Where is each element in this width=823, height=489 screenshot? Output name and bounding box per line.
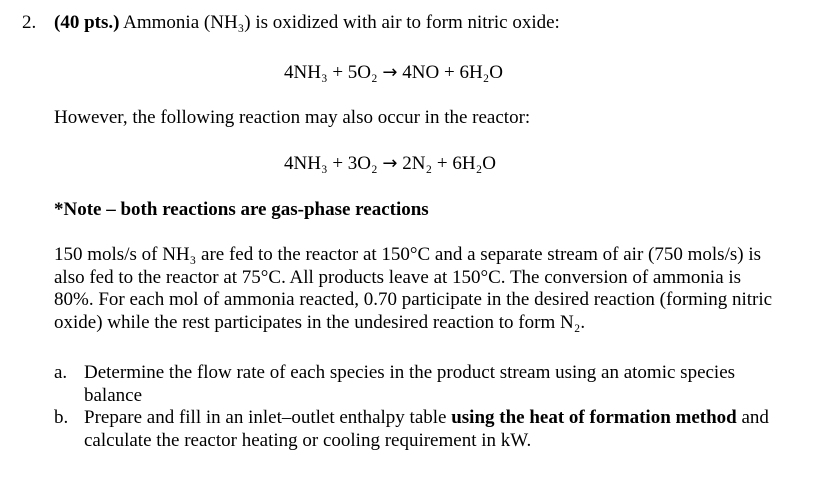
reaction-2-plus-1: + <box>332 153 344 174</box>
problem-header <box>54 12 560 34</box>
reaction-2-reactant-a: 4NH₃ <box>284 153 328 174</box>
reaction-2-equation <box>284 153 496 175</box>
reaction-2-product-a: 2N₂ <box>402 153 433 174</box>
reaction-1-reactant-a: 4NH₃ <box>284 62 328 83</box>
part-b-label: b. <box>54 407 69 428</box>
part-a-text: Determine the flow rate of each species in the product stream using an atomic species balance <box>84 362 736 406</box>
reaction-1-arrow-icon: → <box>382 62 398 83</box>
part-b-text <box>84 407 784 452</box>
part-a-label: a. <box>54 362 68 383</box>
problem-details-paragraph: 150 mols/s of NH₃ are fed to the reactor at 150°C and a separate stream of air (750 mols/s) is also fed to the reactor at 75°C. All products leave at 150°C. The conversion of ammonia is 80%. For each mol of ammonia reacted, 0.70 participate in the desired reaction (forming nitric oxide) while the rest participates in the undesired reaction to form N₂. <box>54 244 773 333</box>
reaction-1-product-a: 4NO <box>402 62 440 83</box>
part-b-text-bold: using the heat of formation method <box>451 407 737 428</box>
reaction-1-plus-2: + <box>443 62 455 83</box>
reaction-2-arrow-icon: → <box>382 153 398 174</box>
secondary-reaction-intro: However, the following reaction may also occur in the reactor: <box>54 107 531 128</box>
reaction-1-equation <box>284 62 503 84</box>
gas-phase-note: *Note – both reactions are gas-phase reactions <box>54 199 429 220</box>
reaction-2-reactant-b: 3O₂ <box>347 153 378 174</box>
reaction-1-product-b: 6H₂O <box>459 62 504 83</box>
reaction-2-product-b: 6H₂O <box>452 153 496 174</box>
reaction-2-plus-2: + <box>436 153 448 174</box>
problem-number: 2. <box>22 12 37 33</box>
problem-statement: Ammonia (NH₃) is oxidized with air to form nitric oxide: <box>123 12 560 33</box>
reaction-1-plus-1: + <box>332 62 344 83</box>
part-b-text-before: Prepare and fill in an inlet–outlet enthalpy table <box>84 407 452 428</box>
part-b-text-after: and calculate the reactor heating or cooling requirement in kW. <box>84 407 769 451</box>
reaction-1-reactant-b: 5O₂ <box>347 62 378 83</box>
problem-points: (40 pts.) <box>54 12 120 33</box>
